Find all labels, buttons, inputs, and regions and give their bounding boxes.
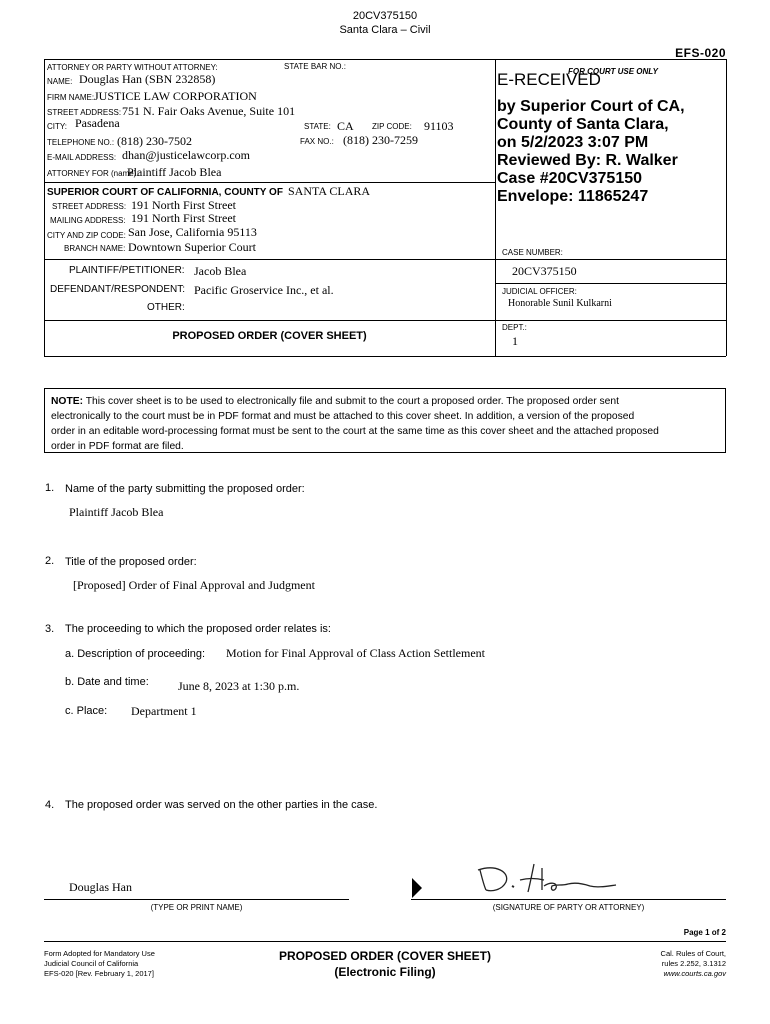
attorney-zip-label: ZIP CODE:	[372, 122, 412, 131]
item-3-text: The proceeding to which the proposed order relates is:	[65, 623, 331, 635]
item-3b-value: June 8, 2023 at 1:30 p.m.	[178, 679, 300, 693]
state-bar-label: STATE BAR NO.:	[284, 62, 346, 71]
stamp-line-3: County of Santa Clara,	[497, 116, 669, 133]
note-line-4: order in PDF format are filed.	[51, 441, 184, 452]
telephone-label: TELEPHONE NO.:	[47, 138, 115, 147]
footer-center	[0, 948, 770, 980]
footer-center-line-1: PROPOSED ORDER (COVER SHEET)	[278, 949, 492, 963]
box-divider-line	[495, 59, 496, 356]
attorney-name-label: NAME:	[47, 77, 73, 86]
email-label: E-MAIL ADDRESS:	[47, 153, 117, 162]
court-mailing-label: MAILING ADDRESS:	[50, 216, 126, 225]
dept: 1	[512, 334, 518, 348]
stamp-line-2: by Superior Court of CA,	[497, 98, 685, 115]
handwritten-signature	[472, 858, 622, 898]
item-2-text: Title of the proposed order:	[65, 556, 197, 568]
item-2-number: 2.	[45, 555, 55, 567]
court-branch-label: BRANCH NAME:	[64, 244, 126, 253]
telephone: (818) 230-7502	[117, 134, 192, 148]
note-line-1: NOTE: This cover sheet is to be used to electronically file and submit to the court a proposed order. The proposed order sent	[51, 396, 619, 407]
attorney-city: Pasadena	[75, 116, 120, 130]
defendant-label: DEFENDANT/RESPONDENT:	[50, 284, 186, 295]
court-cityzip: San Jose, California 95113	[128, 225, 257, 239]
footer-left-line-3: EFS-020 [Rev. February 1, 2017]	[44, 969, 154, 978]
stamp-line-7: Envelope: 11865247	[497, 188, 649, 205]
item-2-value: [Proposed] Order of Final Approval and Judgment	[73, 578, 315, 592]
case-number: 20CV375150	[512, 264, 577, 278]
stamp-line-4: on 5/2/2023 3:07 PM	[497, 134, 649, 151]
document-title: PROPOSED ORDER (COVER SHEET)	[172, 330, 367, 342]
box-left-line	[44, 59, 45, 356]
judicial-officer-label: JUDICIAL OFFICER:	[502, 287, 577, 296]
attorney-court-divider	[44, 182, 495, 183]
footer-right	[661, 949, 726, 979]
attorney-state: CA	[337, 119, 354, 133]
signature-label: (SIGNATURE OF PARTY OR ATTORNEY)	[492, 903, 645, 912]
item-3a-value: Motion for Final Approval of Class Action Settlement	[226, 646, 485, 660]
court-county: SANTA CLARA	[288, 184, 371, 198]
firm-name-label: FIRM NAME:	[47, 93, 95, 102]
fax: (818) 230-7259	[343, 133, 418, 147]
dept-label: DEPT.:	[502, 323, 527, 332]
court-street: 191 North First Street	[131, 198, 236, 212]
footer-left-line-1: Form Adopted for Mandatory Use	[44, 949, 155, 958]
fax-label: FAX NO.:	[300, 137, 334, 146]
item-4-number: 4.	[45, 799, 55, 811]
footer-right-line-3: www.courts.ca.gov	[663, 969, 726, 978]
footer-rule	[44, 941, 726, 942]
item-3c-value: Department 1	[131, 704, 197, 718]
court-branch: Downtown Superior Court	[128, 240, 256, 254]
defendant: Pacific Groservice Inc., et al.	[194, 283, 334, 297]
note-line-2: electronically to the court must be in PDF format and must be attached to this cover sheet. In addition, a version of the proposed	[51, 411, 635, 422]
court-heading: SUPERIOR COURT OF CALIFORNIA, COUNTY OF	[47, 187, 283, 198]
box-right-line	[726, 59, 727, 356]
plaintiff-label: PLAINTIFF/PETITIONER:	[69, 265, 185, 276]
header-court-line: Santa Clara – Civil	[339, 24, 431, 36]
attorney-for: Plaintiff Jacob Blea	[127, 165, 222, 179]
parties-title-divider	[44, 320, 726, 321]
stamp-line-6: Case #20CV375150	[497, 170, 643, 187]
box-top-line	[44, 59, 726, 60]
footer-right-line-2: rules 2.252, 3.1312	[661, 959, 726, 968]
attorney-for-label: ATTORNEY FOR (name):	[47, 169, 139, 178]
signature-line	[411, 899, 726, 900]
item-3-number: 3.	[45, 623, 55, 635]
attorney-name: Douglas Han (SBN 232858)	[79, 72, 216, 86]
court-cityzip-label: CITY AND ZIP CODE:	[47, 231, 126, 240]
item-3b-label: b. Date and time:	[65, 676, 149, 688]
page-number: Page 1 of 2	[683, 928, 726, 937]
type-or-print-label: (TYPE OR PRINT NAME)	[150, 903, 243, 912]
footer-right-line-1: Cal. Rules of Court,	[660, 949, 726, 958]
item-1-number: 1.	[45, 482, 55, 494]
box-bottom-line	[44, 356, 726, 357]
other-label: OTHER:	[147, 302, 185, 313]
name-line	[44, 899, 349, 900]
attorney-zip: 91103	[424, 119, 454, 133]
header-case-number: 20CV375150	[352, 10, 418, 22]
stamp-line-1: E-RECEIVED	[497, 70, 601, 89]
attorney-state-label: STATE:	[304, 122, 331, 131]
firm-name: JUSTICE LAW CORPORATION	[94, 89, 257, 103]
e-received-stamp	[497, 70, 685, 206]
printed-name: Douglas Han	[69, 880, 132, 894]
stamp-line-5: Reviewed By: R. Walker	[497, 152, 678, 169]
case-number-label: CASE NUMBER:	[502, 248, 563, 257]
for-court-use-label: FOR COURT USE ONLY	[568, 67, 658, 76]
court-mailing: 191 North First Street	[131, 211, 236, 225]
judicial-officer: Honorable Sunil Kulkarni	[508, 298, 612, 309]
item-1-value: Plaintiff Jacob Blea	[69, 505, 164, 519]
item-3c-label: c. Place:	[65, 705, 108, 717]
note-label: NOTE:	[51, 396, 84, 407]
item-3a-label: a. Description of proceeding:	[65, 648, 206, 660]
item-1-text: Name of the party submitting the proposed order:	[65, 483, 305, 495]
note-line-3: order in an editable word-processing format must be sent to the court at the same time as this cover sheet and the attached proposed	[51, 426, 659, 437]
case-judicial-divider	[495, 283, 726, 284]
court-street-label: STREET ADDRESS:	[52, 202, 127, 211]
footer-center-line-2: (Electronic Filing)	[334, 965, 436, 979]
form-id: EFS-020	[675, 46, 726, 60]
item-4-text: The proposed order was served on the other parties in the case.	[65, 799, 378, 811]
attorney-street-label: STREET ADDRESS:	[47, 108, 122, 117]
email: dhan@justicelawcorp.com	[122, 148, 251, 162]
footer-left-line-2: Judicial Council of California	[44, 959, 139, 968]
attorney-city-label: CITY:	[47, 122, 68, 131]
plaintiff: Jacob Blea	[194, 264, 247, 278]
court-parties-divider	[44, 259, 726, 260]
attorney-street: 751 N. Fair Oaks Avenue, Suite 101	[122, 104, 296, 118]
note-box	[44, 388, 726, 453]
attorney-section-label: ATTORNEY OR PARTY WITHOUT ATTORNEY:	[47, 63, 218, 72]
signature-arrow-icon	[411, 877, 423, 899]
